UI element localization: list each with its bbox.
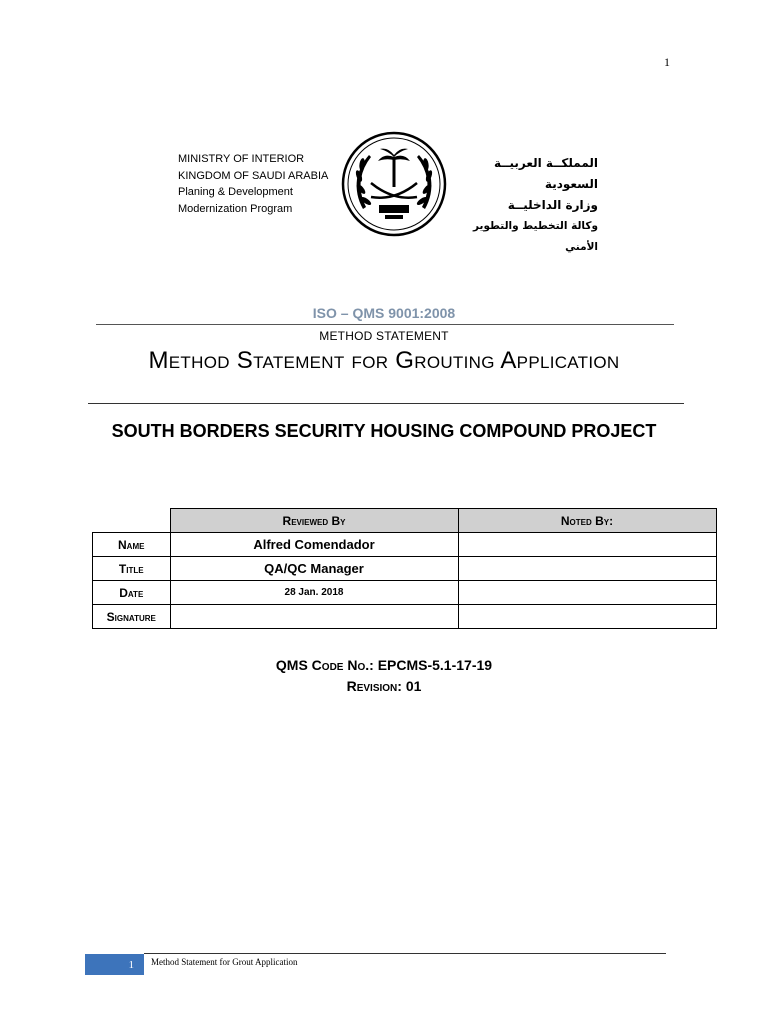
ministry-line: KINGDOM OF SAUDI ARABIA: [178, 169, 329, 182]
table-header-row: [93, 509, 717, 533]
table-row: [93, 557, 717, 581]
qms-code-value: EPCMS-5.1-17-19: [377, 657, 493, 673]
ministry-line: Planing & Development: [178, 186, 293, 198]
table-corner: [93, 509, 171, 533]
noted-cell: [458, 581, 716, 605]
ministry-line: MINISTRY OF INTERIOR: [178, 153, 305, 165]
revision-value: 01: [405, 678, 422, 694]
arabic-line: وكالة التخطيط والتطوير الأمني: [473, 220, 598, 253]
header-noted-by: Noted By:: [458, 509, 716, 533]
noted-cell: [458, 605, 716, 629]
revision-label: Revision:: [346, 678, 402, 694]
table-row: [93, 605, 717, 629]
noted-cell: [458, 533, 716, 557]
row-label: Title: [93, 557, 171, 581]
divider: [96, 324, 674, 325]
divider: [88, 403, 684, 404]
arabic-line: وزارة الداخليــة: [507, 198, 598, 212]
row-label: Name: [93, 533, 171, 557]
noted-cell: [458, 557, 716, 581]
review-table: [92, 508, 717, 629]
reviewed-cell: 28 Jan. 2018: [170, 581, 458, 605]
ministry-block: [178, 151, 328, 217]
row-label: Signature: [93, 605, 171, 629]
reviewed-cell: [170, 605, 458, 629]
footer-page-number: 1: [85, 954, 144, 975]
document-type: METHOD STATEMENT: [319, 329, 449, 343]
arabic-ministry-block: [456, 153, 598, 258]
reviewed-cell: Alfred Comendador: [170, 533, 458, 557]
qms-code: [0, 657, 768, 673]
revision: [0, 678, 768, 694]
qms-code-label: QMS Code No.:: [275, 657, 374, 673]
emblem-seal-icon: [341, 131, 447, 237]
footer-divider: [144, 953, 666, 954]
reviewed-cell: QA/QC Manager: [170, 557, 458, 581]
ministry-line: Modernization Program: [178, 202, 293, 215]
page-number: 1: [664, 55, 670, 69]
project-name: SOUTH BORDERS SECURITY HOUSING COMPOUND PROJECT: [111, 421, 657, 441]
footer-text: Method Statement for Grout Application: [151, 957, 298, 967]
arabic-line: المملكــة العربيــة السعودية: [494, 156, 598, 191]
table-row: [93, 533, 717, 557]
header-reviewed-by: Reviewed By: [170, 509, 458, 533]
iso-label: ISO – QMS 9001:2008: [312, 305, 456, 321]
row-label: Date: [93, 581, 171, 605]
document-title: Method Statement for Grouting Application: [148, 347, 620, 374]
table-row: [93, 581, 717, 605]
